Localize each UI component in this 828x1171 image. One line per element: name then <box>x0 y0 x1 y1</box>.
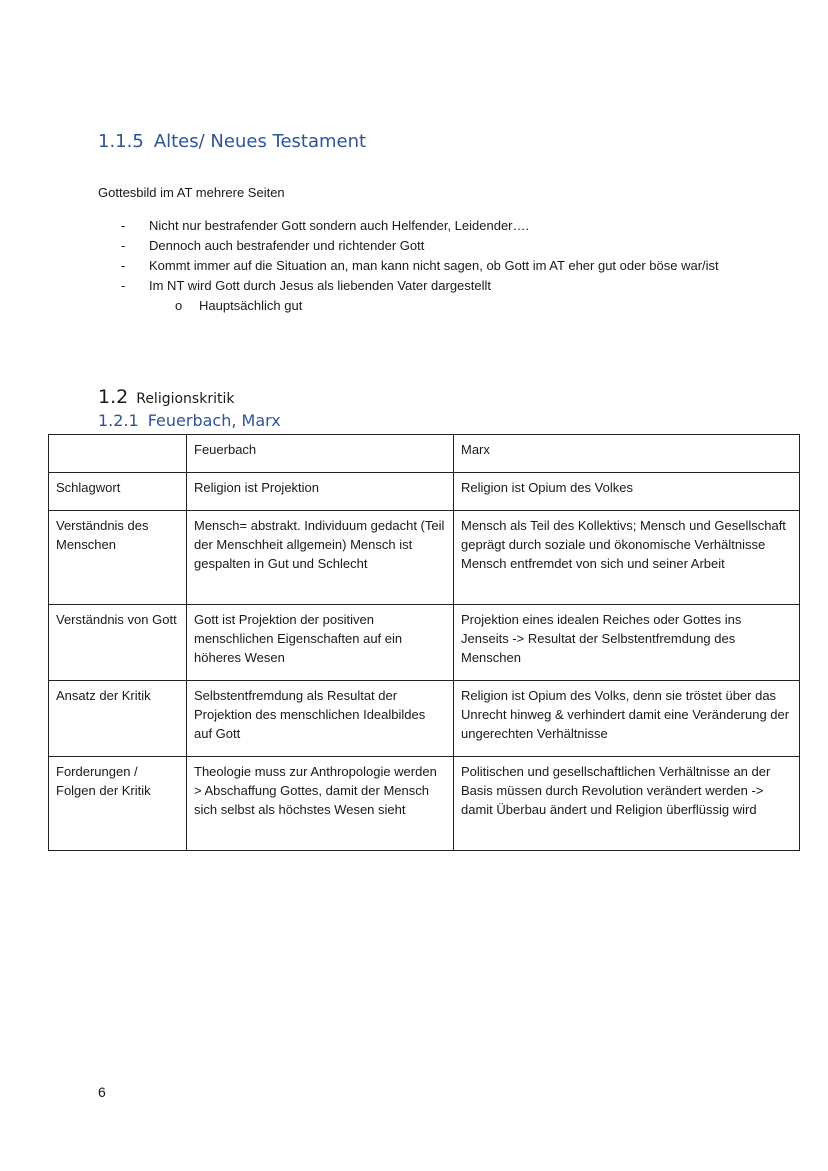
marx-cell: Politischen und gesellschaftlichen Verhältnisse an der Basis müssen durch Revolution verändert werden -> damit Überbau ändert und Religion überflüssig wird <box>454 757 800 851</box>
marx-cell: Mensch als Teil des Kollektivs; Mensch und Gesellschaft geprägt durch soziale und ökonomische Verhältnisse Mensch entfremdet von sich und seiner Arbeit <box>454 511 800 605</box>
table-row <box>49 511 800 605</box>
table-header-row <box>49 435 800 473</box>
section-heading-1-2-1 <box>98 411 281 430</box>
sub-list-item <box>118 296 738 316</box>
list-item-text: Im NT wird Gott durch Jesus als liebenden Vater dargestellt <box>149 278 492 293</box>
section-number: 1.2 <box>98 386 129 408</box>
section-title: Feuerbach, Marx <box>147 411 281 430</box>
table-header-cell <box>49 435 187 473</box>
marx-cell: Projektion eines idealen Reiches oder Gottes ins Jenseits -> Resultat der Selbstentfremdung des Menschen <box>454 605 800 681</box>
table-row <box>49 681 800 757</box>
feuerbach-cell: Mensch= abstrakt. Individuum gedacht (Teil der Menschheit allgemein) Mensch ist gespalten in Gut und Schlecht <box>187 511 454 605</box>
bullet-marker: - <box>121 258 126 273</box>
section-number: 1.2.1 <box>98 411 139 430</box>
sub-list-item-text: Hauptsächlich gut <box>199 298 303 313</box>
table-row <box>49 473 800 511</box>
table-header-cell: Marx <box>454 435 800 473</box>
list-item <box>118 216 738 236</box>
section-number: 1.1.5 <box>98 131 144 152</box>
table-row <box>49 605 800 681</box>
row-label-cell: Verständnis des Menschen <box>49 511 187 605</box>
feuerbach-cell: Selbstentfremdung als Resultat der Projektion des menschlichen Idealbildes auf Gott <box>187 681 454 757</box>
bullet-list <box>118 216 738 316</box>
list-item-text: Kommt immer auf die Situation an, man kann nicht sagen, ob Gott im AT eher gut oder böse war/ist <box>149 258 719 273</box>
list-item <box>118 276 738 296</box>
list-item <box>118 256 738 276</box>
comparison-table <box>48 434 800 851</box>
section-title: Religionskritik <box>136 391 235 407</box>
section-heading-1-1-5 <box>98 131 366 152</box>
feuerbach-cell: Religion ist Projektion <box>187 473 454 511</box>
intro-text: Gottesbild im AT mehrere Seiten <box>98 185 285 200</box>
row-label-cell: Schlagwort <box>49 473 187 511</box>
table-row <box>49 757 800 851</box>
marx-cell: Religion ist Opium des Volks, denn sie tröstet über das Unrecht hinweg & verhindert damit eine Veränderung der ungerechten Verhältnisse <box>454 681 800 757</box>
list-item-text: Dennoch auch bestrafender und richtender Gott <box>149 238 425 253</box>
list-item-text: Nicht nur bestrafender Gott sondern auch Helfender, Leidender…. <box>149 218 530 233</box>
marx-cell: Religion ist Opium des Volkes <box>454 473 800 511</box>
page-number: 6 <box>98 1084 106 1100</box>
section-title: Altes/ Neues Testament <box>153 131 367 152</box>
row-label-cell: Ansatz der Kritik <box>49 681 187 757</box>
list-item <box>118 236 738 256</box>
section-heading-1-2 <box>98 381 234 409</box>
bullet-marker: - <box>121 278 126 293</box>
bullet-marker: - <box>121 218 126 233</box>
table-header-cell: Feuerbach <box>187 435 454 473</box>
feuerbach-cell: Theologie muss zur Anthropologie werden > Abschaffung Gottes, damit der Mensch sich selbst als höchstes Wesen sieht <box>187 757 454 851</box>
feuerbach-cell: Gott ist Projektion der positiven menschlichen Eigenschaften auf ein höheres Wesen <box>187 605 454 681</box>
row-label-cell: Verständnis von Gott <box>49 605 187 681</box>
bullet-marker: - <box>121 238 126 253</box>
sub-bullet-marker: o <box>175 298 183 313</box>
row-label-cell: Forderungen / Folgen der Kritik <box>49 757 187 851</box>
